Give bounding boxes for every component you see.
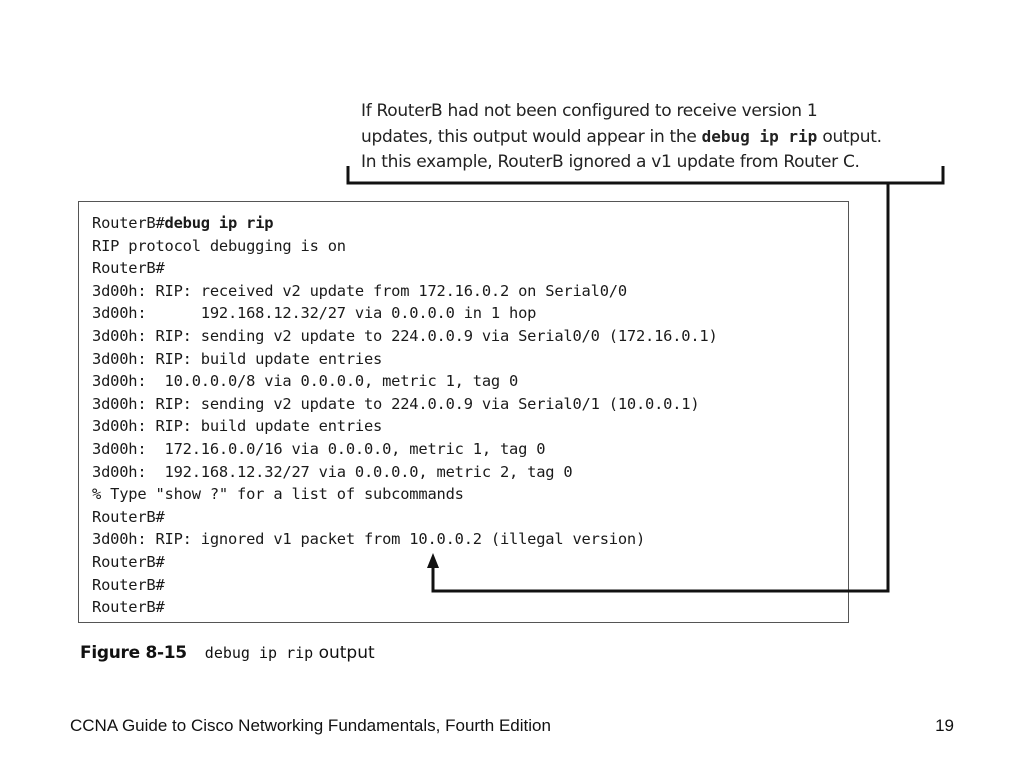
terminal-line: RouterB# — [92, 259, 165, 278]
callout-code: debug ip rip — [701, 127, 818, 146]
terminal-line: 3d00h: 192.168.12.32/27 via 0.0.0.0, metric 2, tag 0 — [92, 462, 573, 481]
terminal-body — [92, 235, 718, 619]
terminal-line: 3d00h: RIP: received v2 update from 172.16.0.2 on Serial0/0 — [92, 281, 627, 300]
figure-text: output — [313, 643, 375, 663]
terminal-output-box — [78, 201, 849, 623]
footer-book-title: CCNA Guide to Cisco Networking Fundamentals, Fourth Edition — [70, 716, 551, 735]
terminal-lines — [92, 212, 718, 619]
page-number: 19 — [935, 716, 954, 735]
terminal-command: debug ip rip — [164, 214, 274, 232]
figure-code: debug ip rip — [204, 644, 314, 662]
terminal-line: 3d00h: RIP: sending v2 update to 224.0.0.9 via Serial0/1 (10.0.0.1) — [92, 394, 700, 413]
terminal-line: 3d00h: RIP: sending v2 update to 224.0.0.9 via Serial0/0 (172.16.0.1) — [92, 326, 718, 345]
terminal-line: 3d00h: RIP: build update entries — [92, 417, 383, 436]
figure-label: Figure 8-15 — [80, 643, 187, 663]
terminal-line: 3d00h: RIP: build update entries — [92, 349, 383, 368]
callout-line-1: If RouterB had not been configured to receive version 1 — [361, 101, 818, 121]
terminal-prompt: RouterB# — [92, 214, 165, 232]
terminal-line: RouterB# — [92, 507, 165, 526]
terminal-line: % Type "show ?" for a list of subcommands — [92, 485, 464, 504]
figure-caption — [80, 643, 375, 663]
callout-line-2-post: output. — [817, 127, 882, 147]
terminal-line: 3d00h: 192.168.12.32/27 via 0.0.0.0 in 1 hop — [92, 304, 537, 323]
callout-line-2-pre: updates, this output would appear in the — [361, 127, 702, 147]
terminal-line: 3d00h: 10.0.0.0/8 via 0.0.0.0, metric 1, tag 0 — [92, 372, 519, 391]
terminal-line: RIP protocol debugging is on — [92, 236, 346, 255]
callout-text — [361, 99, 961, 175]
terminal-line: RouterB# — [92, 552, 165, 571]
terminal-line: 3d00h: 172.16.0.0/16 via 0.0.0.0, metric 1, tag 0 — [92, 439, 546, 458]
terminal-line: 3d00h: RIP: ignored v1 packet from 10.0.0.2 (illegal version) — [92, 530, 646, 549]
callout-line-2 — [361, 124, 961, 150]
callout-line-3: In this example, RouterB ignored a v1 update from Router C. — [361, 152, 860, 172]
terminal-command-line — [92, 212, 718, 235]
terminal-line: RouterB# — [92, 575, 165, 594]
terminal-line: RouterB# — [92, 598, 165, 617]
